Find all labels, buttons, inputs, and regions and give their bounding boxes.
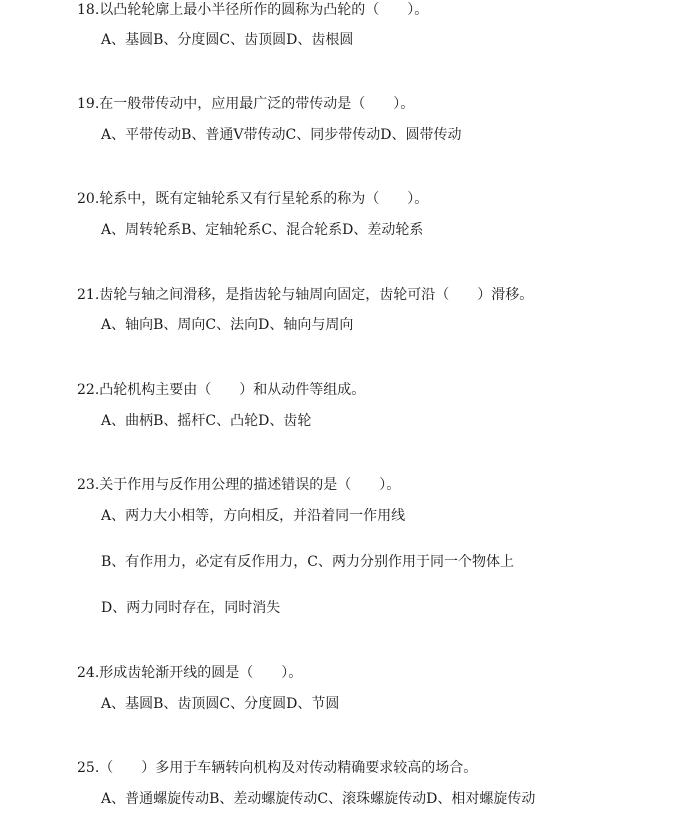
question-18-stem: 18.以凸轮轮廓上最小半径所作的圆称为凸轮的（ ）。 bbox=[77, 2, 429, 18]
question-19-stem: 19.在一般带传动中，应用最广泛的带传动是（ ）。 bbox=[77, 96, 415, 112]
question-24-options: A、基圆B、齿顶圆C、分度圆D、节圆 bbox=[101, 696, 340, 712]
question-22-stem: 22.凸轮机构主要由（ ）和从动件等组成。 bbox=[77, 382, 366, 398]
question-19-options: A、平带传动B、普通V带传动C、同步带传动D、圆带传动 bbox=[101, 127, 462, 143]
question-20-stem: 20.轮系中，既有定轴轮系又有行星轮系的称为（ ）。 bbox=[77, 191, 429, 207]
question-25-stem: 25.（ ）多用于车辆转向机构及对传动精确要求较高的场合。 bbox=[77, 760, 478, 776]
question-20-options: A、周转轮系B、定轴轮系C、混合轮系D、差动轮系 bbox=[101, 222, 424, 238]
question-25-options: A、普通螺旋传动B、差动螺旋传动C、滚珠螺旋传动D、相对螺旋传动 bbox=[101, 791, 536, 807]
question-24-stem: 24.形成齿轮渐开线的圆是（ ）。 bbox=[77, 665, 303, 681]
question-21-options: A、轴向B、周向C、法向D、轴向与周向 bbox=[101, 317, 354, 333]
question-23-option-a: A、两力大小相等，方向相反，并沿着同一作用线 bbox=[101, 508, 406, 524]
question-18-options: A、基圆B、分度圆C、齿顶圆D、齿根圆 bbox=[101, 32, 354, 48]
question-22-options: A、曲柄B、摇杆C、凸轮D、齿轮 bbox=[101, 413, 312, 429]
question-23-option-bc: B、有作用力，必定有反作用力，C、两力分别作用于同一个物体上 bbox=[101, 554, 514, 570]
question-21-stem: 21.齿轮与轴之间滑移，是指齿轮与轴周向固定，齿轮可沿（ ）滑移。 bbox=[77, 287, 534, 303]
question-23-option-d: D、两力同时存在，同时消失 bbox=[101, 600, 281, 616]
question-23-stem: 23.关于作用与反作用公理的描述错误的是（ ）。 bbox=[77, 477, 401, 493]
